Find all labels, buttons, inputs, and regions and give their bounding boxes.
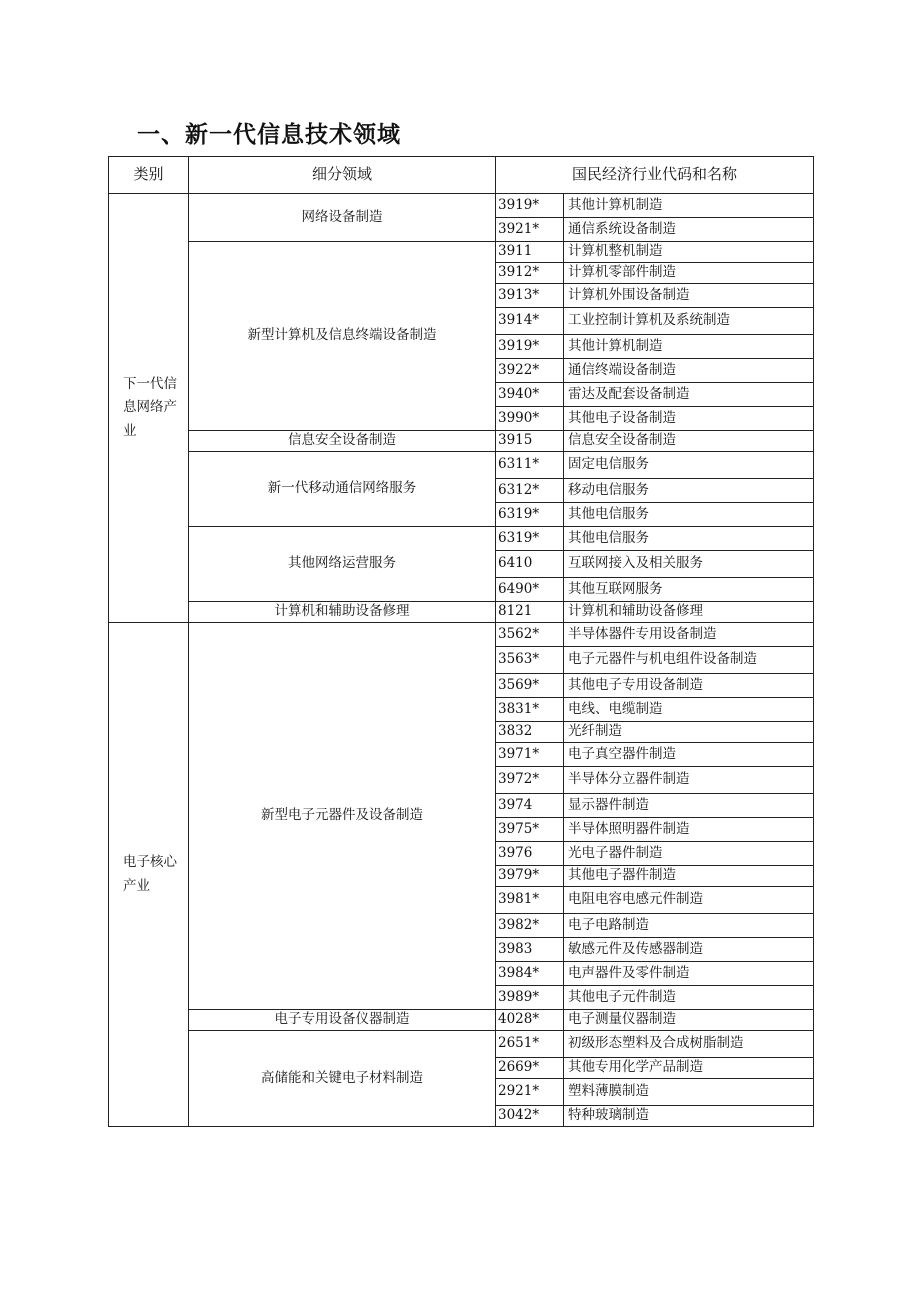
- name-cell: 初级形态塑料及合成树脂制造: [564, 1031, 814, 1058]
- table-row: [109, 527, 814, 551]
- category-cell: 下一代信息网络产业: [109, 194, 189, 623]
- subfield-cell: 新型电子元器件及设备制造: [189, 623, 496, 1010]
- name-cell: 电子电路制造: [564, 914, 814, 938]
- name-cell: 光电子器件制造: [564, 842, 814, 866]
- code-cell: 3974: [496, 794, 564, 818]
- code-cell: 3990*: [496, 407, 564, 431]
- table-row: [109, 602, 814, 623]
- name-cell: 其他电信服务: [564, 527, 814, 551]
- industry-code-table: [108, 156, 814, 1127]
- name-cell: 电阻电容电感元件制造: [564, 887, 814, 914]
- name-cell: 工业控制计算机及系统制造: [564, 308, 814, 335]
- name-cell: 敏感元件及传感器制造: [564, 938, 814, 962]
- subfield-cell: 其他网络运营服务: [189, 527, 496, 602]
- name-cell: 光纤制造: [564, 722, 814, 743]
- subfield-cell: 电子专用设备仪器制造: [189, 1010, 496, 1031]
- code-cell: 3911: [496, 242, 564, 263]
- subfield-cell: 信息安全设备制造: [189, 431, 496, 452]
- code-cell: 3913*: [496, 284, 564, 308]
- code-cell: 3984*: [496, 962, 564, 986]
- code-cell: 3975*: [496, 818, 564, 842]
- name-cell: 其他电子元件制造: [564, 986, 814, 1010]
- code-cell: 3976: [496, 842, 564, 866]
- code-cell: 6490*: [496, 578, 564, 602]
- name-cell: 固定电信服务: [564, 452, 814, 479]
- subfield-cell: 计算机和辅助设备修理: [189, 602, 496, 623]
- subfield-cell: 新型计算机及信息终端设备制造: [189, 242, 496, 431]
- code-cell: 6312*: [496, 479, 564, 503]
- subfield-cell: 网络设备制造: [189, 194, 496, 242]
- code-cell: 2651*: [496, 1031, 564, 1058]
- name-cell: 计算机整机制造: [564, 242, 814, 263]
- code-cell: 3042*: [496, 1106, 564, 1127]
- table-row: [109, 1031, 814, 1058]
- code-cell: 3915: [496, 431, 564, 452]
- header-industry-code: 国民经济行业代码和名称: [496, 157, 814, 194]
- table-header-row: [109, 157, 814, 194]
- name-cell: 计算机零部件制造: [564, 263, 814, 284]
- code-cell: 3972*: [496, 767, 564, 794]
- name-cell: 其他电子设备制造: [564, 407, 814, 431]
- name-cell: 其他专用化学产品制造: [564, 1058, 814, 1079]
- name-cell: 通信系统设备制造: [564, 218, 814, 242]
- code-cell: 3832: [496, 722, 564, 743]
- name-cell: 雷达及配套设备制造: [564, 383, 814, 407]
- code-cell: 8121: [496, 602, 564, 623]
- table-row: [109, 1010, 814, 1031]
- name-cell: 显示器件制造: [564, 794, 814, 818]
- code-cell: 6410: [496, 551, 564, 578]
- code-cell: 6319*: [496, 527, 564, 551]
- name-cell: 其他计算机制造: [564, 335, 814, 359]
- name-cell: 电子测量仪器制造: [564, 1010, 814, 1031]
- section-title: 一、新一代信息技术领域: [137, 122, 401, 148]
- name-cell: 电子元器件与机电组件设备制造: [564, 647, 814, 674]
- name-cell: 信息安全设备制造: [564, 431, 814, 452]
- name-cell: 其他电信服务: [564, 503, 814, 527]
- name-cell: 互联网接入及相关服务: [564, 551, 814, 578]
- name-cell: 移动电信服务: [564, 479, 814, 503]
- code-cell: 3919*: [496, 335, 564, 359]
- table-row: [109, 194, 814, 218]
- subfield-cell: 高储能和关键电子材料制造: [189, 1031, 496, 1127]
- code-cell: 3921*: [496, 218, 564, 242]
- code-cell: 3989*: [496, 986, 564, 1010]
- code-cell: 6319*: [496, 503, 564, 527]
- code-cell: 3562*: [496, 623, 564, 647]
- name-cell: 其他电子专用设备制造: [564, 674, 814, 698]
- code-cell: 3569*: [496, 674, 564, 698]
- code-cell: 3912*: [496, 263, 564, 284]
- table-row: [109, 623, 814, 647]
- category-cell: 电子核心产业: [109, 623, 189, 1127]
- name-cell: 半导体分立器件制造: [564, 767, 814, 794]
- code-cell: 3982*: [496, 914, 564, 938]
- code-cell: 3979*: [496, 866, 564, 887]
- code-cell: 3940*: [496, 383, 564, 407]
- code-cell: 3831*: [496, 698, 564, 722]
- header-category: 类别: [109, 157, 189, 194]
- name-cell: 通信终端设备制造: [564, 359, 814, 383]
- name-cell: 电线、电缆制造: [564, 698, 814, 722]
- code-cell: 4028*: [496, 1010, 564, 1031]
- code-cell: 3981*: [496, 887, 564, 914]
- name-cell: 半导体照明器件制造: [564, 818, 814, 842]
- code-cell: 3919*: [496, 194, 564, 218]
- code-cell: 2669*: [496, 1058, 564, 1079]
- name-cell: 电声器件及零件制造: [564, 962, 814, 986]
- table-row: [109, 431, 814, 452]
- table-row: [109, 242, 814, 263]
- name-cell: 半导体器件专用设备制造: [564, 623, 814, 647]
- name-cell: 其他电子器件制造: [564, 866, 814, 887]
- code-cell: 3983: [496, 938, 564, 962]
- name-cell: 计算机外围设备制造: [564, 284, 814, 308]
- code-cell: 3971*: [496, 743, 564, 767]
- name-cell: 其他互联网服务: [564, 578, 814, 602]
- code-cell: 6311*: [496, 452, 564, 479]
- code-cell: 3563*: [496, 647, 564, 674]
- name-cell: 计算机和辅助设备修理: [564, 602, 814, 623]
- code-cell: 2921*: [496, 1079, 564, 1106]
- header-subfield: 细分领域: [189, 157, 496, 194]
- name-cell: 其他计算机制造: [564, 194, 814, 218]
- table-row: [109, 452, 814, 479]
- code-cell: 3914*: [496, 308, 564, 335]
- name-cell: 塑料薄膜制造: [564, 1079, 814, 1106]
- code-cell: 3922*: [496, 359, 564, 383]
- name-cell: 电子真空器件制造: [564, 743, 814, 767]
- subfield-cell: 新一代移动通信网络服务: [189, 452, 496, 527]
- name-cell: 特种玻璃制造: [564, 1106, 814, 1127]
